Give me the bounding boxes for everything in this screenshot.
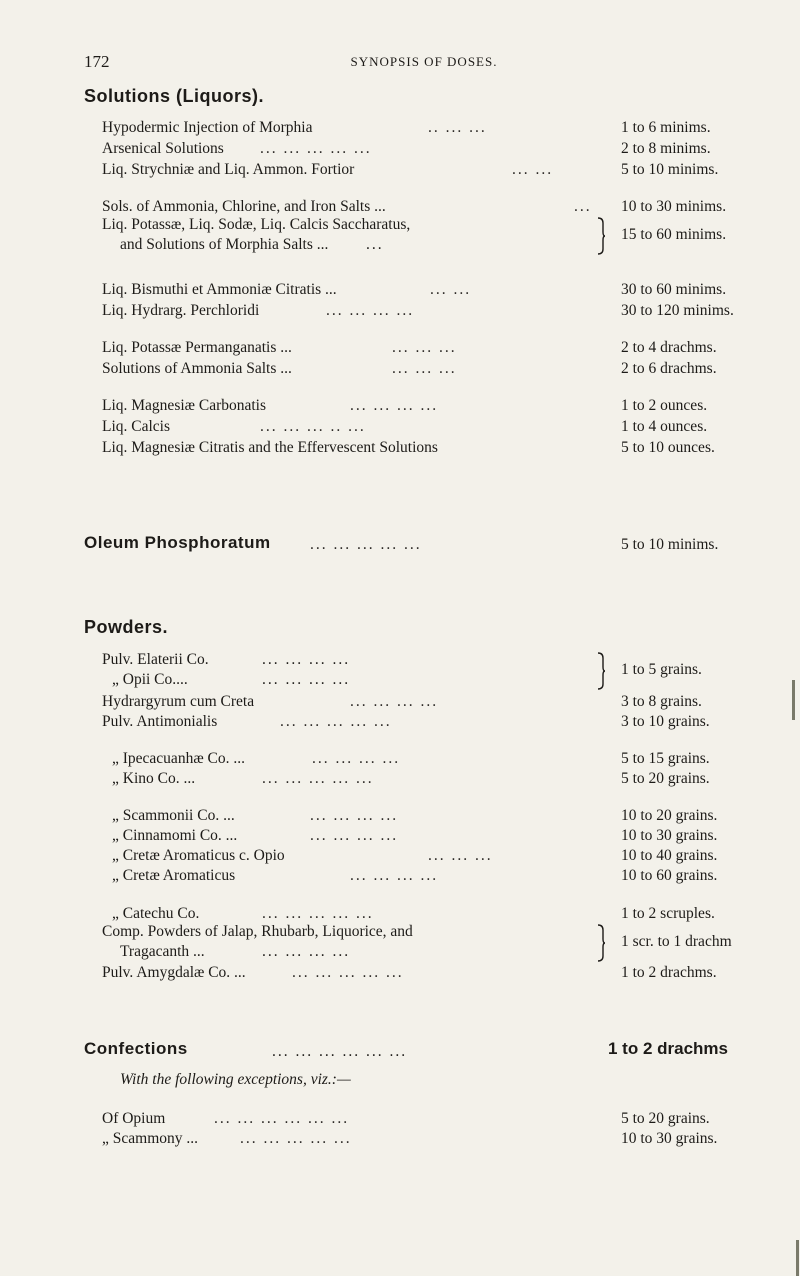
leader-dots: ... ... ... ... ... <box>240 1130 352 1147</box>
dose-value: 10 to 60 grains. <box>621 867 718 884</box>
section-heading-confections: Confections <box>84 1039 188 1058</box>
leader-dots: ... ... ... .. ... <box>260 418 366 435</box>
leader-dots: ... ... ... ... <box>350 867 439 884</box>
leader-dots: ... ... ... ... ... <box>260 140 372 157</box>
dose-row <box>0 138 800 160</box>
dose-row <box>0 300 800 322</box>
dose-row <box>0 395 800 417</box>
dose-value: 1 to 2 drachms. <box>621 964 717 981</box>
preparation-name: Hypodermic Injection of Morphia <box>102 119 313 136</box>
dose-row <box>0 768 800 790</box>
dose-value: 10 to 30 grains. <box>621 827 718 844</box>
section-heading-powders: Powders. <box>84 617 169 637</box>
dose-value: 10 to 30 minims. <box>621 198 727 215</box>
preparation-name: „ Kino Co. ... <box>112 770 196 787</box>
dose-value: 2 to 4 drachms. <box>621 339 717 356</box>
dose-value: 30 to 120 minims. <box>621 302 734 319</box>
leader-dots: ... ... ... ... <box>262 943 351 960</box>
preparation-name: „ Cretæ Aromaticus <box>112 867 236 884</box>
leader-dots: ... ... ... ... <box>262 651 351 668</box>
leader-dots: ... ... <box>430 281 472 298</box>
preparation-name: Arsenical Solutions <box>102 140 224 157</box>
dose-row <box>0 825 800 847</box>
preparation-name: „ Catechu Co. <box>112 905 200 922</box>
scan-edge-mark <box>792 680 795 720</box>
section-heading-solutions: Solutions (Liquors). <box>84 86 264 106</box>
preparation-name: Sols. of Ammonia, Chlorine, and Iron Salts ... <box>102 198 386 215</box>
dose-row <box>0 416 800 438</box>
preparation-name: Of Opium <box>102 1110 166 1127</box>
dose-value: 1 to 2 scruples. <box>621 905 715 922</box>
dose-value: 5 to 10 minims. <box>621 536 719 553</box>
dose-value: 1 to 2 drachms <box>608 1039 728 1058</box>
preparation-name: „ Scammonii Co. ... <box>112 807 235 824</box>
running-header <box>84 52 764 72</box>
dose-value: 1 scr. to 1 drachm <box>621 933 732 950</box>
dose-value: 5 to 20 grains. <box>621 1110 710 1127</box>
running-title: SYNOPSIS OF DOSES. <box>350 54 498 69</box>
preparation-name: „ Scammony ... <box>102 1130 198 1147</box>
dose-row <box>0 358 800 380</box>
leader-dots: ... ... ... ... ... <box>262 905 374 922</box>
preparation-name: Liq. Magnesiæ Citratis and the Effervescent Solutions <box>102 439 438 456</box>
preparation-name-line2: „ Opii Co.... <box>112 671 188 688</box>
dose-value: 5 to 10 minims. <box>621 161 719 178</box>
exceptions-note: With the following exceptions, viz.:— <box>120 1071 351 1088</box>
dose-value: 5 to 15 grains. <box>621 750 710 767</box>
dose-value: 1 to 4 ounces. <box>621 418 708 435</box>
preparation-name-line1: Pulv. Elaterii Co. <box>102 651 209 668</box>
leader-dots: ... ... ... ... <box>326 302 415 319</box>
brace-icon <box>596 652 606 690</box>
leader-dots: ... ... ... ... ... ... <box>272 1043 408 1060</box>
preparation-name: Liq. Potassæ Permanganatis ... <box>102 339 292 356</box>
dose-value: 15 to 60 minims. <box>621 226 727 243</box>
dose-row <box>0 805 800 827</box>
brace-icon <box>596 924 606 962</box>
dose-value: 10 to 20 grains. <box>621 807 718 824</box>
preparation-name: Liq. Strychniæ and Liq. Ammon. Fortior <box>102 161 355 178</box>
dose-row <box>0 711 800 733</box>
section-heading-oleum: Oleum Phosphoratum <box>84 533 271 552</box>
leader-dots: ... ... ... ... <box>350 397 439 414</box>
dose-row <box>0 845 800 867</box>
dose-row-braced <box>0 922 800 964</box>
dose-row <box>0 159 800 181</box>
preparation-name: Liq. Calcis <box>102 418 171 435</box>
preparation-name: Liq. Bismuthi et Ammoniæ Citratis ... <box>102 281 337 298</box>
leader-dots: ... ... ... ... ... <box>280 713 392 730</box>
dose-value: 5 to 20 grains. <box>621 770 710 787</box>
dose-row <box>0 117 800 139</box>
leader-dots: ... ... ... <box>392 360 457 377</box>
brace-icon <box>596 217 606 255</box>
preparation-name-line1: Comp. Powders of Jalap, Rhubarb, Liquorice, and <box>102 923 413 940</box>
dose-value: 1 to 2 ounces. <box>621 397 708 414</box>
leader-dots: ... ... ... ... ... <box>262 770 374 787</box>
preparation-name: Pulv. Amygdalæ Co. ... <box>102 964 246 981</box>
dose-row <box>0 962 800 984</box>
preparation-name-line1: Liq. Potassæ, Liq. Sodæ, Liq. Calcis Saccharatus, <box>102 216 411 233</box>
preparation-name: Liq. Hydrarg. Perchloridi <box>102 302 260 319</box>
dose-value: 2 to 8 minims. <box>621 140 711 157</box>
leader-dots: ... ... ... <box>428 847 493 864</box>
page-number: 172 <box>84 52 110 71</box>
preparation-name: Hydrargyrum cum Creta <box>102 693 255 710</box>
dose-value: 2 to 6 drachms. <box>621 360 717 377</box>
dose-row <box>0 532 800 558</box>
leader-dots: ... ... ... ... ... <box>292 964 404 981</box>
scan-edge-mark <box>796 1240 799 1276</box>
dose-value: 10 to 40 grains. <box>621 847 718 864</box>
dose-row <box>0 437 800 459</box>
dose-value: 1 to 5 grains. <box>621 661 702 678</box>
leader-dots: ... ... ... ... <box>310 827 399 844</box>
preparation-name-line2: and Solutions of Morphia Salts ... <box>120 236 329 253</box>
dose-value: 3 to 10 grains. <box>621 713 710 730</box>
dose-value: 30 to 60 minims. <box>621 281 727 298</box>
leader-dots: ... <box>366 236 384 253</box>
preparation-name: Liq. Magnesiæ Carbonatis <box>102 397 267 414</box>
preparation-name: Solutions of Ammonia Salts ... <box>102 360 292 377</box>
dose-value: 1 to 6 minims. <box>621 119 711 136</box>
dose-row <box>0 337 800 359</box>
dose-value: 10 to 30 grains. <box>621 1130 718 1147</box>
preparation-name: „ Ipecacuanhæ Co. ... <box>112 750 245 767</box>
dose-row-braced <box>0 215 800 259</box>
dose-row <box>0 1039 800 1065</box>
dose-row <box>0 748 800 770</box>
leader-dots: ... ... ... ... <box>312 750 401 767</box>
dose-value: 5 to 10 ounces. <box>621 439 715 456</box>
leader-dots: ... ... <box>512 161 554 178</box>
dose-row <box>0 279 800 301</box>
preparation-name: Pulv. Antimonialis <box>102 713 218 730</box>
dose-row <box>0 691 800 713</box>
dose-value: 3 to 8 grains. <box>621 693 702 710</box>
leader-dots: ... ... ... ... <box>350 693 439 710</box>
dose-row <box>0 1108 800 1130</box>
preparation-name: „ Cretæ Aromaticus c. Opio <box>112 847 285 864</box>
leader-dots: ... ... ... <box>392 339 457 356</box>
dose-row <box>0 865 800 887</box>
preparation-name: „ Cinnamomi Co. ... <box>112 827 238 844</box>
leader-dots: .. ... ... <box>428 119 487 136</box>
leader-dots: ... ... ... ... ... <box>310 536 422 553</box>
leader-dots: ... ... ... ... <box>310 807 399 824</box>
leader-dots: ... <box>574 198 592 215</box>
leader-dots: ... ... ... ... ... ... <box>214 1110 350 1127</box>
preparation-name-line2: Tragacanth ... <box>120 943 205 960</box>
leader-dots: ... ... ... ... <box>262 671 351 688</box>
dose-row-braced <box>0 650 800 692</box>
dose-row <box>0 1128 800 1150</box>
